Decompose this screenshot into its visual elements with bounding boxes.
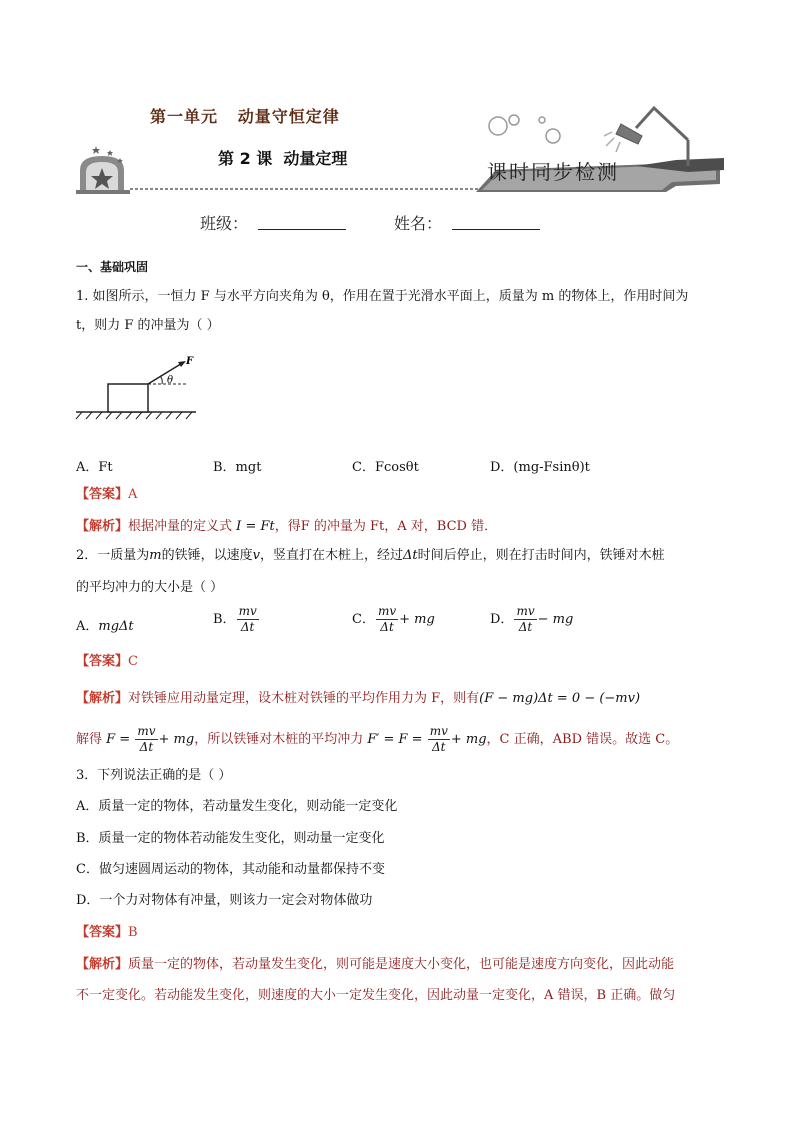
q1-figure — [74, 352, 198, 420]
q2-option-d-fraction — [514, 604, 536, 635]
q2-expl2-b: ，所以铁锤对木桩的平均冲力 — [194, 732, 364, 747]
q2-option-c-fraction — [376, 604, 398, 635]
q2-option-d — [490, 604, 573, 635]
q2-option-c-prefix: C． — [352, 612, 375, 627]
q2-explanation-line2 — [76, 722, 678, 758]
class-label: 班级： — [200, 214, 249, 233]
q3-answer — [76, 923, 138, 943]
frac-numerator: mv — [429, 724, 448, 738]
frac-denominator: Δt — [518, 620, 533, 634]
q2-option-c-plus: + mg — [399, 612, 435, 627]
q2-stem-line1 — [76, 546, 665, 566]
q2-option-b-prefix: B． — [213, 612, 236, 627]
q2-option-a-prefix: A． — [76, 619, 99, 634]
banner-text: 课时同步检测 — [487, 160, 619, 184]
frac-numerator: mv — [137, 724, 156, 738]
name-label: 姓名： — [394, 214, 443, 233]
q2-expl2-fraction2 — [428, 724, 450, 755]
q3-expl-label: 【解析】 — [76, 957, 129, 972]
q1-answer-value: A — [128, 487, 138, 502]
q2-dt: Δt — [403, 548, 418, 563]
q2-option-d-minus: − mg — [537, 612, 574, 627]
q2-expl2-c: ，C 正确，ABD 错误。故选 C。 — [486, 732, 679, 747]
q2-option-d-prefix: D． — [490, 612, 514, 627]
q1-stem-line2: t，则力 F 的冲量为（ ） — [76, 318, 220, 333]
frac-numerator: mv — [516, 604, 535, 618]
q2-option-c — [352, 604, 435, 635]
q2-option-b — [213, 604, 260, 635]
q3-option-a: A．质量一定的物体，若动量发生变化，则动能一定变化 — [76, 799, 398, 814]
class-field[interactable] — [258, 229, 346, 230]
unit-title: 第一单元 动量守恒定律 — [150, 107, 340, 126]
q3-option-c: C．做匀速圆周运动的物体，其动能和动量都保持不变 — [76, 862, 385, 877]
q2-stem-line2: 的平均冲力的大小是（ ） — [76, 580, 224, 595]
q1-expl-formula: I = Ft — [236, 519, 275, 534]
q1-option-b: B．mgt — [213, 460, 262, 475]
frac-denominator: Δt — [240, 620, 255, 634]
q2-text-a: 2．一质量为 — [76, 548, 150, 563]
q2-expl2-F2: F′ = F = — [367, 732, 423, 747]
q1-expl-b: ，得F 的冲量为 Ft，A 对，BCD 错． — [274, 519, 498, 534]
q1-option-c: C．Fcosθt — [352, 460, 419, 475]
q2-option-a — [76, 615, 134, 634]
q1-expl-a: 根据冲量的定义式 — [128, 519, 233, 534]
q3-stem: 3．下列说法正确的是（ ） — [76, 768, 232, 783]
frac-numerator: mv — [377, 604, 397, 618]
q1-explanation — [76, 517, 497, 537]
q2-text-c: ，竖直打在木桩上，经过 — [259, 548, 403, 563]
q2-answer-value: C — [128, 654, 138, 669]
q2-v: v — [252, 548, 260, 563]
q1-figure-F-label: F — [186, 356, 194, 367]
q2-expl2-a: 解得 — [76, 732, 103, 747]
frac-denominator: Δt — [432, 740, 446, 754]
frac-denominator: Δt — [139, 740, 154, 754]
q2-expl2-F: F = — [106, 732, 131, 747]
q1-option-d: D．(mg-Fsinθ)t — [490, 460, 590, 475]
q2-answer — [76, 652, 138, 672]
q1-option-a: A．Ft — [76, 460, 113, 475]
q1-answer — [76, 485, 137, 505]
bubbles-icon — [489, 115, 560, 143]
q1-figure-theta-label: θ — [167, 375, 174, 386]
name-field[interactable] — [452, 229, 540, 230]
q3-explanation-line2: 不一定变化。若动能发生变化，则速度的大小一定发生变化，因此动量一定变化，A 错误，B 正确。做匀 — [76, 988, 676, 1003]
q3-option-d: D．一个力对物体有冲量，则该力一定会对物体做功 — [76, 893, 373, 908]
q1-expl-label: 【解析】 — [76, 519, 129, 534]
q2-expl2-plus2: + mg — [450, 732, 487, 747]
q2-option-b-fraction — [237, 604, 259, 635]
q3-answer-label: 【答案】 — [76, 925, 129, 940]
q2-expl-text1: 对铁锤应用动量定理，设木桩对铁锤的平均作用力为 F，则有 — [128, 691, 480, 706]
q3-expl-text1: 质量一定的物体，若动量发生变化，则可能是速度大小变化，也可能是速度方向变化，因此动能 — [128, 957, 675, 972]
q2-answer-label: 【答案】 — [76, 654, 129, 669]
q1-answer-label: 【答案】 — [76, 487, 129, 502]
lesson-title: 第 2 课 动量定理 — [218, 149, 348, 168]
q2-expl2-plus1: + mg — [158, 732, 195, 747]
q1-stem-line1: 1. 如图所示，一恒力 F 与水平方向夹角为 θ，作用在置于光滑水平面上，质量为 m 的物体上，作用时间为 — [76, 289, 689, 304]
q2-text-b: 的铁锤，以速度 — [161, 548, 253, 563]
q2-option-a-math: mgΔt — [98, 619, 134, 634]
q3-answer-value: B — [128, 925, 138, 940]
q2-expl2-fraction1 — [135, 724, 157, 755]
q2-expl-label: 【解析】 — [76, 691, 129, 706]
q2-expl-formula1: (F − mg)Δt = 0 − (−mv) — [479, 691, 641, 706]
q2-explanation-line1 — [76, 689, 640, 709]
frac-numerator: mv — [238, 604, 257, 618]
frac-denominator: Δt — [380, 620, 394, 634]
q2-m: m — [149, 548, 162, 563]
q2-text-d: 时间后停止，则在打击时间内，铁锤对木桩 — [417, 548, 665, 563]
section-title: 一、基础巩固 — [76, 260, 149, 274]
star-badge-icon — [76, 146, 130, 194]
q3-option-b: B．质量一定的物体若动能发生变化，则动量一定变化 — [76, 831, 385, 846]
q3-explanation-line1 — [76, 955, 674, 975]
